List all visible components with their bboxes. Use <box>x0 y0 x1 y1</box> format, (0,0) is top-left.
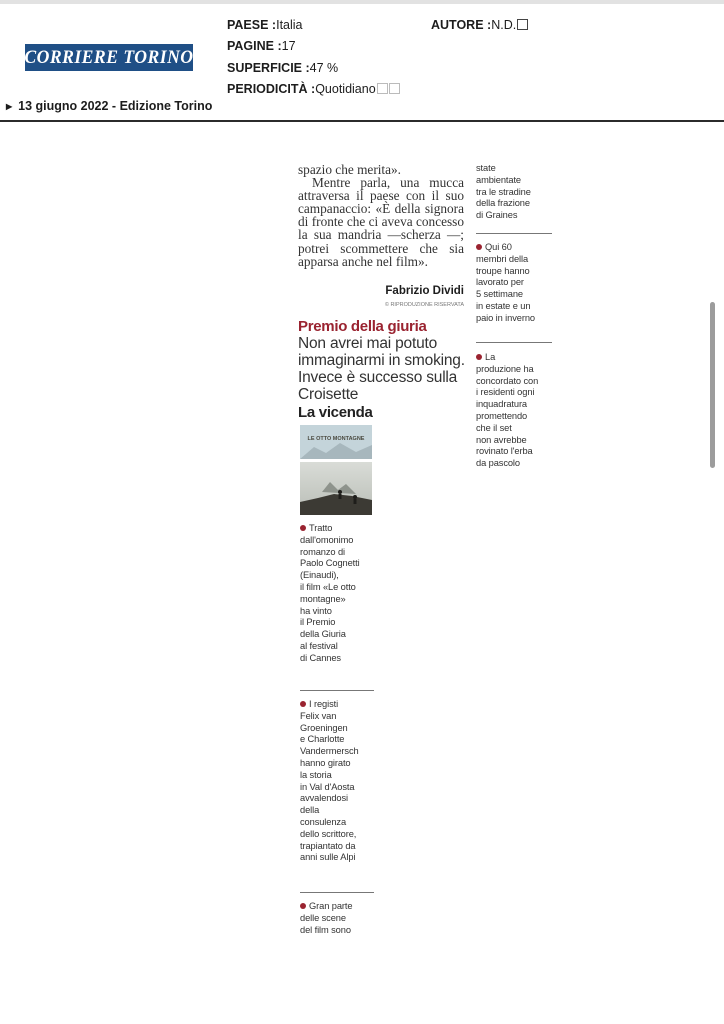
byline: Fabrizio Dividi <box>385 285 464 297</box>
vertical-scrollbar[interactable] <box>710 302 715 468</box>
sidebar-line: troupe hanno <box>476 265 530 276</box>
red-bullet-icon <box>300 525 306 531</box>
sidebar-item-continued <box>476 163 531 222</box>
sidebar-line: e Charlotte <box>300 734 345 745</box>
pagine-value: 17 <box>281 39 296 53</box>
sidebar-line: la storia <box>300 769 332 780</box>
sidebar-divider <box>476 342 552 343</box>
sidebar-line: di Cannes <box>300 652 341 663</box>
red-bullet-icon <box>300 903 306 909</box>
sidebar-line: al festival <box>300 640 338 651</box>
red-bullet-icon <box>476 354 482 360</box>
sidebar-line: promettendo <box>476 410 528 421</box>
sidebar-line: inquadratura <box>476 399 528 410</box>
sidebar-line: ambientate <box>476 174 521 185</box>
film-still-image <box>300 462 372 515</box>
sidebar-line: I registi <box>309 699 339 709</box>
sidebar-line: Groeningen <box>300 722 348 733</box>
sidebar-line: non avrebbe <box>476 434 527 445</box>
sidebar-divider <box>300 690 374 691</box>
sidebar-line: La <box>485 352 496 362</box>
periodicita-label: PERIODICITÀ : <box>227 82 316 96</box>
sidebar-line: della <box>300 805 320 816</box>
sidebar-line: concordato con <box>476 375 539 386</box>
sidebar-line: Qui 60 <box>485 242 512 252</box>
meta-autore <box>431 18 528 32</box>
sidebar-line: Paolo Cognetti <box>300 558 360 569</box>
edition-date <box>6 99 212 113</box>
poster-title: LE OTTO MONTAGNE <box>307 436 365 442</box>
sidebar-line: in Val d'Aosta <box>300 781 355 792</box>
sidebar-line: produzione ha <box>476 363 534 374</box>
superficie-label: SUPERFICIE : <box>227 61 310 75</box>
header-divider <box>0 120 724 122</box>
sidebar-line: (Einaudi), <box>300 570 339 581</box>
superficie-value: 47 % <box>309 61 339 75</box>
sidebar-line: state <box>476 163 496 173</box>
sidebar-line: il Premio <box>300 617 336 628</box>
sidebar-line: i residenti ogni <box>476 387 535 398</box>
rights-notice: © RIPRODUZIONE RISERVATA <box>384 302 464 308</box>
meta-periodicita <box>227 82 400 96</box>
mountain-figures-icon <box>300 462 372 515</box>
logo-text: CORRIERE TORINO <box>24 46 194 68</box>
sidebar-line: 5 settimane <box>476 289 523 300</box>
sidebar-line: Felix van <box>300 710 337 721</box>
placeholder-box-icon <box>389 83 400 94</box>
sidebar-item <box>300 901 352 936</box>
sidebar-divider <box>476 233 552 234</box>
sidebar-line: dall'omonimo <box>300 534 354 545</box>
meta-paese <box>227 18 303 32</box>
newspaper-logo <box>25 44 193 71</box>
red-bullet-icon <box>476 244 482 250</box>
sidebar-line: consulenza <box>300 816 347 827</box>
top-border <box>0 0 724 4</box>
sidebar-item <box>476 242 535 325</box>
sidebar-line: paio in inverno <box>476 312 535 323</box>
sidebar-line: di Graines <box>476 210 518 221</box>
sidebar-line: anni sulle Alpi <box>300 852 356 863</box>
film-poster-image <box>300 425 372 459</box>
sidebar-item <box>300 699 359 864</box>
sidebar-line: hanno girato <box>300 757 351 768</box>
headline: Non avrei mai potuto immaginarmi in smoking. Invece è successo sulla Croisette <box>298 335 465 403</box>
placeholder-box-icon <box>517 19 528 30</box>
sidebar-line: il film «Le otto <box>300 581 356 592</box>
sidebar-item <box>476 352 538 470</box>
sidebar-line: della frazione <box>476 198 530 209</box>
sidebar-line: montagne» <box>300 593 346 604</box>
periodicita-value: Quotidiano <box>315 82 376 96</box>
sidebar-line: delle scene <box>300 912 346 923</box>
placeholder-box-icon <box>377 83 388 94</box>
sidebar-line: tra le stradine <box>476 186 531 197</box>
meta-pagine <box>227 39 296 53</box>
sidebar-line: lavorato per <box>476 277 524 288</box>
autore-label: AUTORE : <box>431 18 492 32</box>
red-bullet-icon <box>300 701 306 707</box>
meta-superficie <box>227 61 338 75</box>
sidebar-line: del film sono <box>300 924 351 935</box>
sidebar-line: da pascolo <box>476 458 520 469</box>
pagine-label: PAGINE : <box>227 39 282 53</box>
sidebar-line: della Giuria <box>300 629 346 640</box>
sidebar-line: romanzo di <box>300 546 345 557</box>
paese-value: Italia <box>276 18 303 32</box>
sidebar-line: ha vinto <box>300 605 332 616</box>
kicker: Premio della giuria <box>298 318 427 335</box>
sidebar-divider <box>300 892 374 893</box>
body-line: spazio che merita». <box>298 162 402 177</box>
section-title: La vicenda <box>298 404 373 421</box>
sidebar-line: dello scrittore, <box>300 828 357 839</box>
paese-label: PAESE : <box>227 18 277 32</box>
article-body <box>298 163 464 268</box>
sidebar-line: rovinato l'erba <box>476 446 533 457</box>
date-line: 13 giugno 2022 - Edizione Torino <box>18 99 213 113</box>
body-paragraph: Mentre parla, una mucca attraversa il paese con il suo campanaccio: «È della signora di fronte che ci aveva concesso la sua mandria —scherza —; potrei scommettere che sia apparsa anche nel film». <box>298 175 464 269</box>
sidebar-line: trapiantato da <box>300 840 356 851</box>
sidebar-line: Vandermersch <box>300 746 359 757</box>
sidebar-item <box>300 523 360 665</box>
sidebar-line: che il set <box>476 422 512 433</box>
sidebar-line: Gran parte <box>309 901 353 911</box>
triangle-bullet-icon: ▶ <box>6 102 13 111</box>
sidebar-line: in estate e un <box>476 300 531 311</box>
mountain-sky-icon <box>300 425 372 459</box>
sidebar-line: avvalendosi <box>300 793 348 804</box>
sidebar-line: Tratto <box>309 523 333 533</box>
sidebar-line: membri della <box>476 253 529 264</box>
autore-value: N.D. <box>491 18 517 32</box>
